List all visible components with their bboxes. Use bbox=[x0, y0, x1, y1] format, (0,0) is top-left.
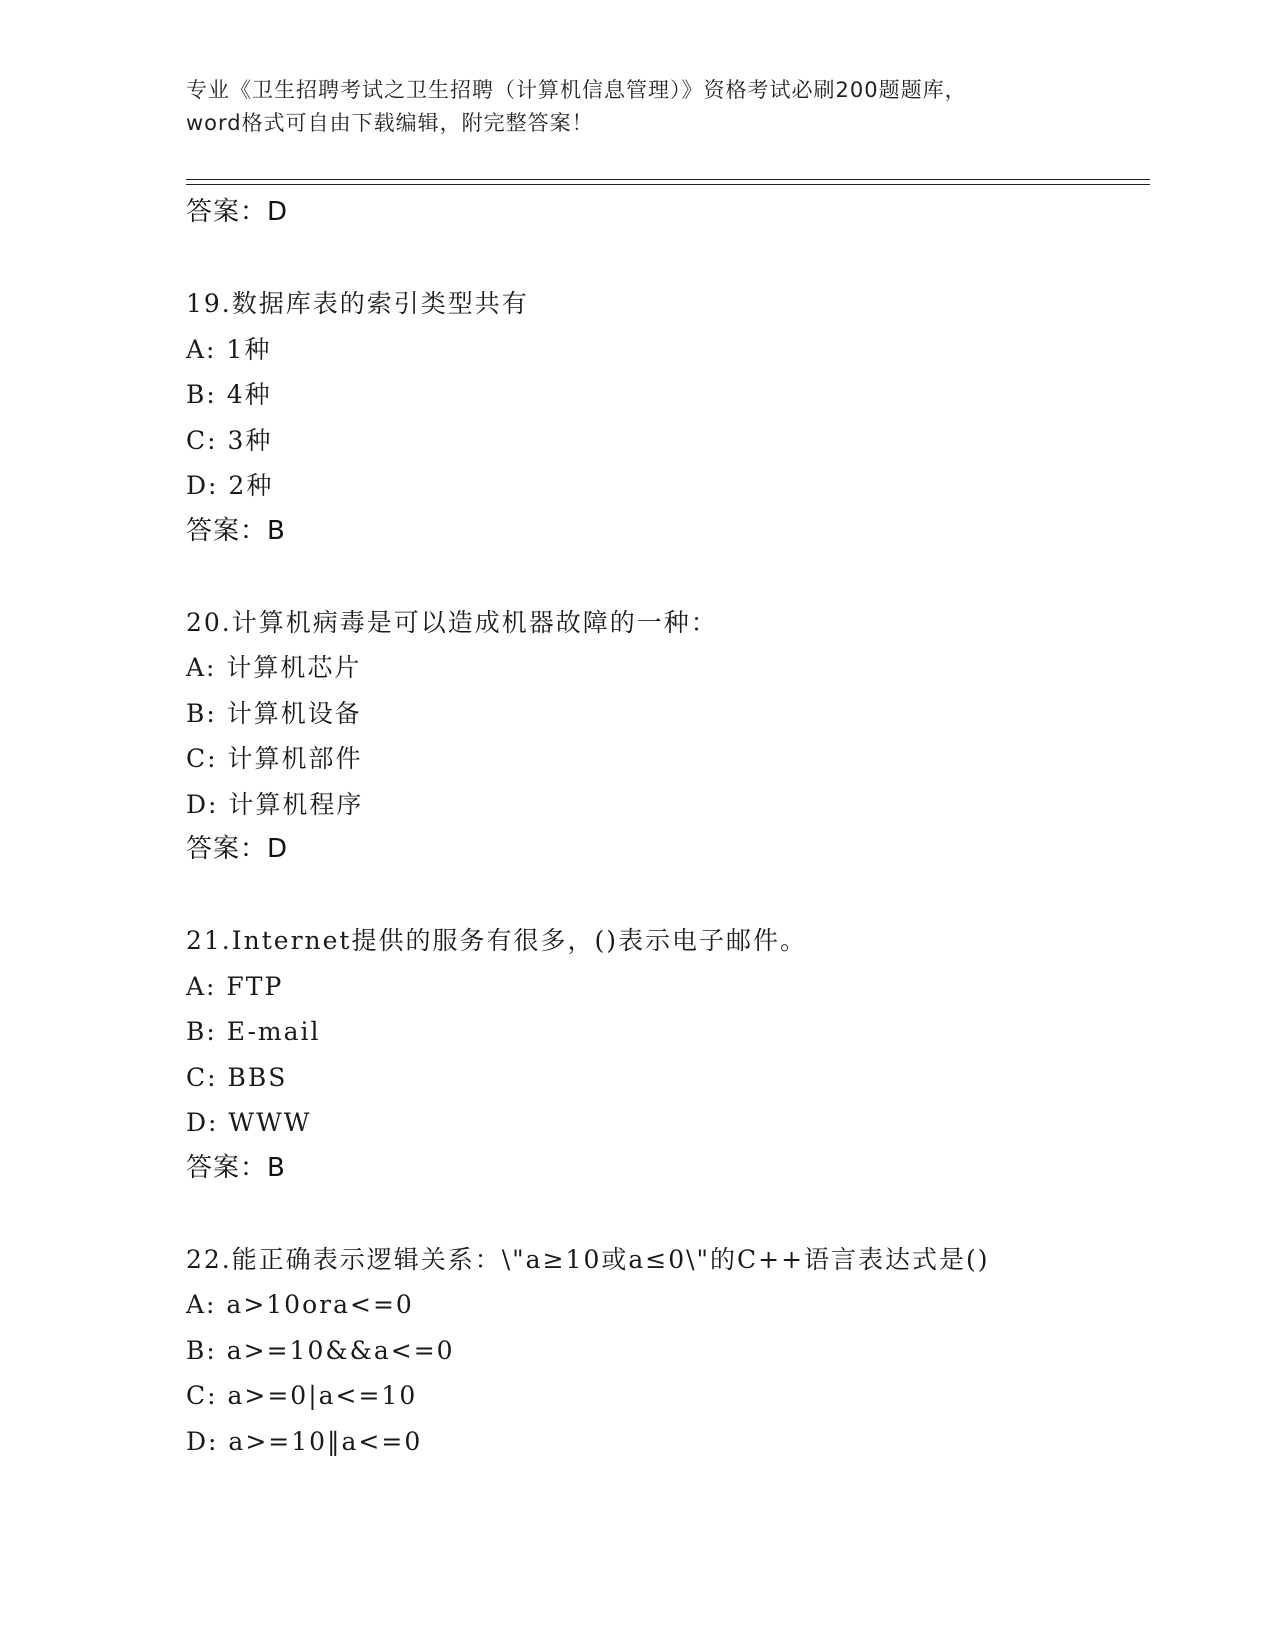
answer: 答案：B bbox=[186, 1152, 286, 1183]
question-stem: 22.能正确表示逻辑关系：\"a≥10或a≤0\"的C++语言表达式是() bbox=[186, 1244, 990, 1274]
question-stem: 19.数据库表的索引类型共有 bbox=[186, 289, 529, 318]
header-divider-top bbox=[186, 179, 1150, 180]
option-b: B: 4种 bbox=[186, 380, 272, 409]
spacer bbox=[186, 873, 1146, 919]
question-stem: 20.计算机病毒是可以造成机器故障的一种： bbox=[186, 607, 718, 637]
option-a: A: a>10ora<=0 bbox=[186, 1290, 414, 1319]
answer: 答案：D bbox=[186, 834, 289, 864]
option-b: B: 计算机设备 bbox=[186, 698, 362, 728]
header-divider-bottom bbox=[186, 184, 1150, 185]
answer: 答案：B bbox=[186, 515, 286, 546]
option-d: D: 计算机程序 bbox=[186, 789, 364, 819]
answer-previous: 答案：D bbox=[186, 197, 289, 227]
question-22 bbox=[186, 1237, 1146, 1465]
option-d: D: WWW bbox=[186, 1108, 312, 1137]
option-a: A: 1种 bbox=[186, 334, 272, 364]
option-c: C: BBS bbox=[186, 1062, 288, 1092]
question-list bbox=[186, 190, 1146, 1464]
header-line-1: 专业《卫生招聘考试之卫生招聘（计算机信息管理）》资格考试必刷200题题库， bbox=[186, 78, 967, 102]
header-line-2: word格式可自由下载编辑，附完整答案！ bbox=[186, 111, 594, 135]
option-c: C: 3种 bbox=[186, 425, 273, 455]
option-b: B: E-mail bbox=[186, 1017, 321, 1046]
option-a: A: 计算机芯片 bbox=[186, 653, 362, 682]
option-d: D: 2种 bbox=[186, 471, 274, 500]
document-header bbox=[186, 74, 1086, 140]
option-b: B: a>=10&&a<=0 bbox=[186, 1335, 455, 1365]
spacer bbox=[186, 236, 1146, 282]
option-c: C: a>=0|a<=10 bbox=[186, 1381, 418, 1410]
spacer bbox=[186, 554, 1146, 600]
question-19 bbox=[186, 281, 1146, 554]
option-d: D: a>=10‖a<=0 bbox=[186, 1426, 423, 1456]
option-c: C: 计算机部件 bbox=[186, 744, 363, 773]
question-21 bbox=[186, 918, 1146, 1191]
question-stem: 21.Internet提供的服务有很多，()表示电子邮件。 bbox=[186, 926, 807, 955]
spacer bbox=[186, 1191, 1146, 1237]
option-a: A: FTP bbox=[186, 971, 284, 1001]
question-20 bbox=[186, 600, 1146, 873]
